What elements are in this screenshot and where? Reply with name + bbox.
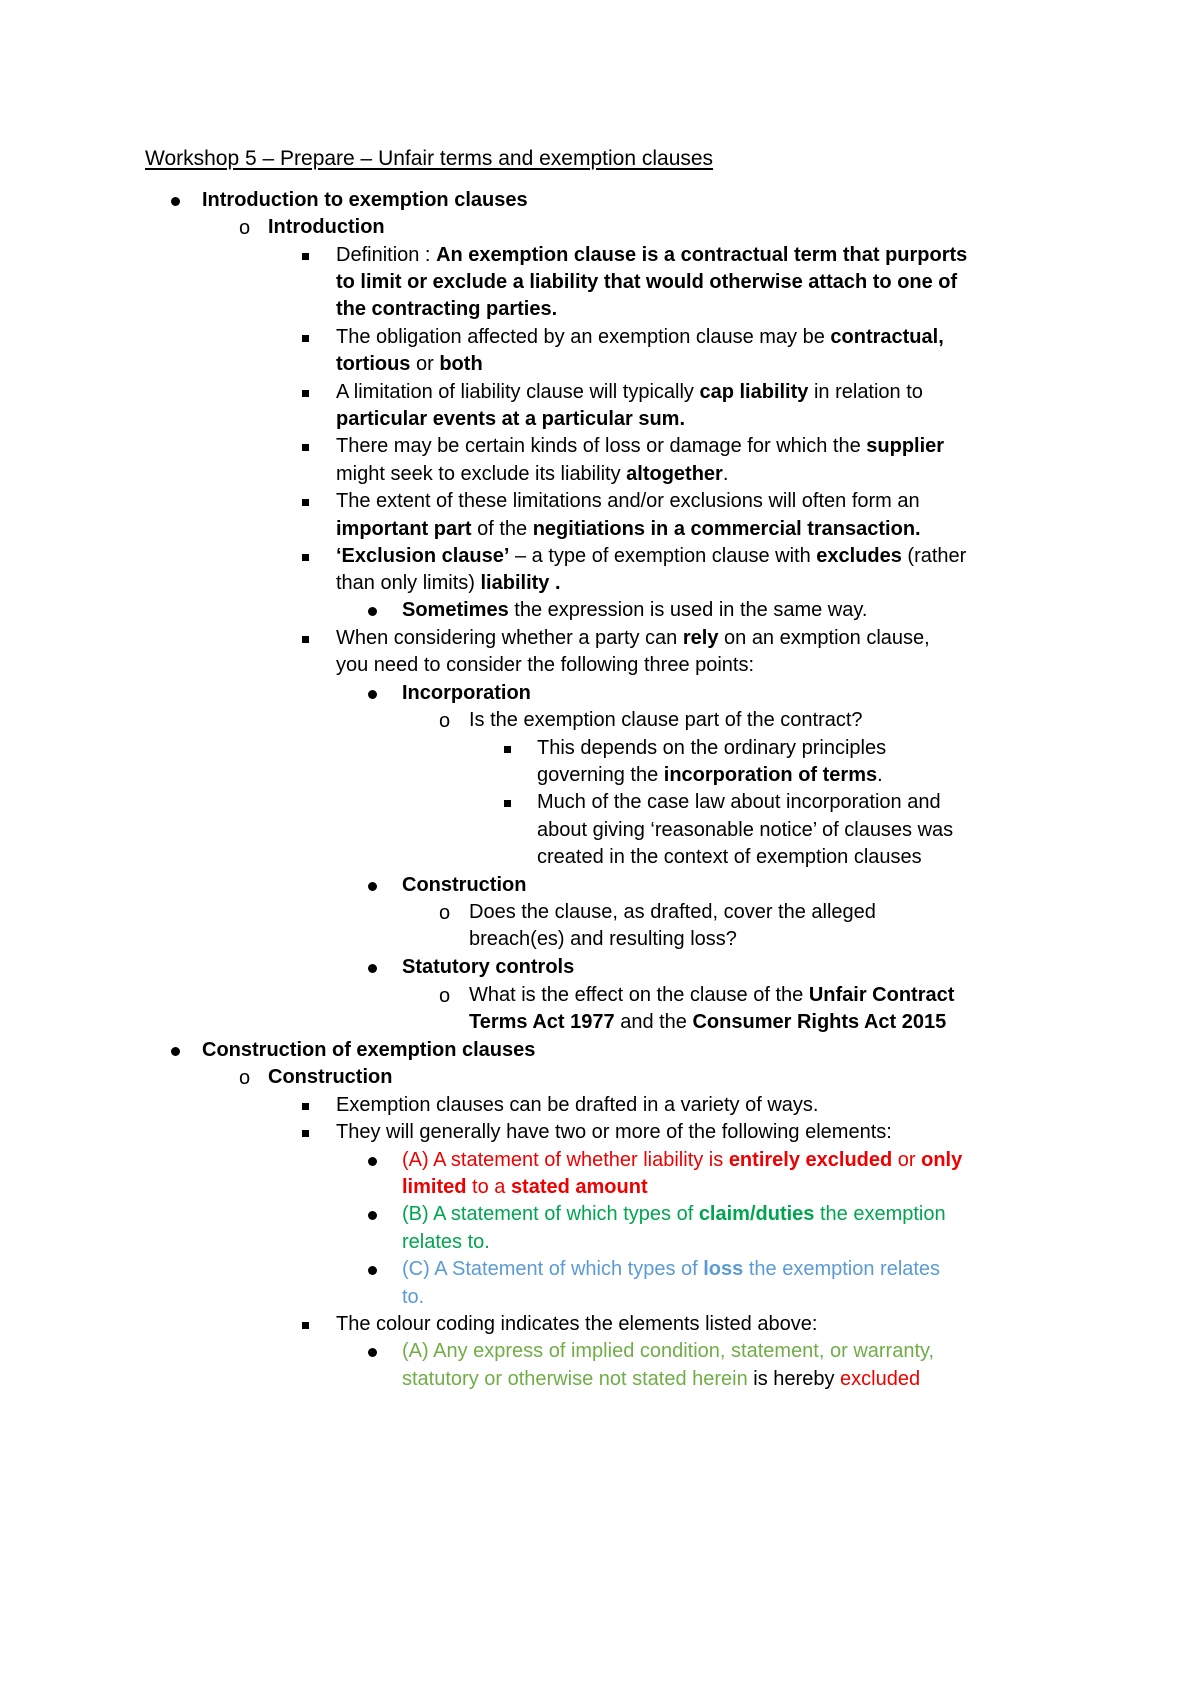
bullet-dot-icon: [368, 690, 377, 699]
bullet-dot-icon: [368, 1348, 377, 1357]
bullet-square-icon: [302, 499, 309, 506]
text-run: of the: [471, 518, 533, 540]
bullet-dot-icon: [368, 964, 377, 973]
hollow-bullet-icon: o: [239, 1067, 251, 1089]
document-line: [336, 541, 966, 571]
bullet-square-icon: [302, 335, 309, 342]
bullet-dot-icon: [368, 1157, 377, 1166]
hollow-bullet-icon: o: [439, 985, 451, 1007]
text-run: (C) A Statement of which types of: [402, 1258, 704, 1280]
text-run: about giving ‘reasonable notice’ of clauses was: [537, 819, 954, 841]
text-run: created in the context of exemption clauses: [537, 846, 922, 868]
bullet-square-icon: [302, 636, 309, 643]
text-run: Consumer Rights Act 2015: [692, 1011, 947, 1033]
text-run: to a: [466, 1176, 511, 1198]
document-line: [402, 870, 526, 900]
bullet-square-icon: [504, 800, 511, 807]
text-run: rely: [682, 627, 719, 649]
document-line: [402, 1227, 490, 1257]
text-run: breach(es) and resulting loss?: [469, 928, 737, 950]
text-run: The obligation affected by an exemption clause may be: [336, 326, 831, 348]
text-run: altogether: [626, 463, 723, 485]
text-run: particular events at a particular sum.: [336, 408, 686, 430]
document-line: [402, 1282, 424, 1312]
text-run: than only limits): [336, 572, 481, 594]
text-run: Statutory controls: [402, 956, 575, 978]
text-run: What is the effect on the clause of the: [469, 984, 809, 1006]
text-run: Introduction: [268, 216, 385, 238]
document-line: [469, 897, 876, 927]
bullet-dot-icon: [368, 1211, 377, 1220]
text-run: (A) Any express of implied condition, statement, or warranty,: [402, 1340, 935, 1362]
document-line: [336, 322, 944, 352]
text-run: The extent of these limitations and/or exclusions will often form an: [336, 490, 920, 512]
text-run: claim/duties: [698, 1203, 815, 1225]
bullet-square-icon: [302, 1103, 309, 1110]
text-run: loss: [703, 1258, 744, 1280]
document-line: [336, 459, 728, 489]
bullet-dot-icon: [368, 1266, 377, 1275]
document-line: [336, 514, 921, 544]
text-run: (A) A statement of whether liability is: [402, 1149, 729, 1171]
document-line: [402, 1254, 940, 1284]
text-run: – a type of exemption clause with: [509, 545, 817, 567]
text-run: Does the clause, as drafted, cover the alleged: [469, 901, 876, 923]
document-line: [336, 1309, 817, 1339]
text-run: the exemption: [814, 1203, 946, 1225]
text-run: A limitation of liability clause will typically: [336, 381, 700, 403]
document-line: [336, 486, 920, 516]
document-line: [469, 980, 954, 1010]
text-run: When considering whether a party can: [336, 627, 683, 649]
document-line: [469, 705, 863, 735]
bullet-dot-icon: [171, 197, 180, 206]
text-run: tortious: [336, 353, 411, 375]
text-run: .: [877, 764, 883, 786]
text-run: on an exmption clause,: [718, 627, 930, 649]
text-run: Exemption clauses can be drafted in a variety of ways.: [336, 1094, 819, 1116]
document-line: [336, 404, 685, 434]
text-run: This depends on the ordinary principles: [537, 737, 887, 759]
text-run: you need to consider the following three points:: [336, 654, 755, 676]
text-run: cap liability: [699, 381, 809, 403]
text-run: .: [722, 463, 729, 485]
bullet-square-icon: [302, 253, 309, 260]
text-run: stated amount: [510, 1176, 648, 1198]
text-run: entirely excluded: [728, 1149, 893, 1171]
text-run: limited: [402, 1176, 467, 1198]
document-line: [336, 650, 754, 680]
text-run: Is the exemption clause part of the contract?: [469, 709, 863, 731]
text-run: statutory or otherwise not stated herein: [402, 1368, 748, 1390]
document-line: [537, 815, 953, 845]
document-line: [402, 1199, 946, 1229]
text-run: and the: [614, 1011, 693, 1033]
document-line: [537, 760, 883, 790]
document-line: [469, 1007, 946, 1037]
text-run: important part: [336, 518, 472, 540]
text-run: Sometimes: [402, 599, 509, 621]
text-run: is hereby: [747, 1368, 841, 1390]
text-run: or: [410, 353, 440, 375]
document-line: [402, 1364, 920, 1394]
text-run: excluded: [840, 1368, 921, 1390]
text-run: Incorporation: [402, 682, 531, 704]
text-run: Construction: [268, 1066, 393, 1088]
document-line: [537, 787, 941, 817]
document-title: Workshop 5 – Prepare – Unfair terms and exemption clauses: [145, 147, 714, 170]
text-run: Terms Act 1977: [469, 1011, 615, 1033]
text-run: They will generally have two or more of the following elements:: [336, 1121, 892, 1143]
text-run: incorporation of terms: [663, 764, 878, 786]
text-run: Construction: [402, 874, 527, 896]
text-run: liability .: [480, 572, 561, 594]
document-line: [336, 240, 967, 270]
text-run: the contracting parties.: [336, 298, 558, 320]
text-run: relates to.: [402, 1231, 490, 1253]
document-line: [336, 1117, 892, 1147]
document-line: [537, 842, 922, 872]
document-line: [336, 349, 483, 379]
document-line: [202, 1035, 535, 1065]
document-line: [402, 1336, 934, 1366]
document-line: [402, 595, 867, 625]
text-run: the expression is used in the same way.: [508, 599, 868, 621]
document-line: [268, 1062, 392, 1092]
text-run: Construction of exemption clauses: [202, 1039, 536, 1061]
text-run: might seek to exclude its liability: [336, 463, 627, 485]
bullet-dot-icon: [368, 607, 377, 616]
text-run: contractual,: [830, 326, 944, 348]
hollow-bullet-icon: o: [439, 710, 451, 732]
document-line: [202, 185, 528, 215]
text-run: or: [892, 1149, 922, 1171]
document-line: [336, 568, 561, 598]
bullet-dot-icon: [368, 882, 377, 891]
text-run: negitiations in a commercial transaction.: [532, 518, 921, 540]
text-run: Unfair Contract: [808, 984, 955, 1006]
bullet-square-icon: [302, 390, 309, 397]
hollow-bullet-icon: o: [439, 902, 451, 924]
bullet-square-icon: [504, 746, 511, 753]
text-run: both: [439, 353, 483, 375]
text-run: only: [921, 1149, 963, 1171]
text-run: to.: [402, 1286, 425, 1308]
document-line: [402, 952, 574, 982]
text-run: (rather: [901, 545, 967, 567]
text-run: (B) A statement of which types of: [402, 1203, 699, 1225]
text-run: ‘Exclusion clause’: [336, 545, 510, 567]
document-line: [336, 1090, 818, 1120]
text-run: Definition :: [336, 244, 437, 266]
document-line: [336, 431, 944, 461]
text-run: in relation to: [808, 381, 923, 403]
text-run: Much of the case law about incorporation and: [537, 791, 941, 813]
document-line: [336, 623, 930, 653]
document-line: [402, 1172, 648, 1202]
bullet-square-icon: [302, 444, 309, 451]
text-run: to limit or exclude a liability that would otherwise attach to one of: [336, 271, 958, 293]
text-run: There may be certain kinds of loss or damage for which the: [336, 435, 867, 457]
document-line: [336, 267, 957, 297]
document-line: [268, 212, 385, 242]
document-line: [402, 678, 531, 708]
text-run: Introduction to exemption clauses: [202, 189, 528, 211]
text-run: excludes: [816, 545, 902, 567]
text-run: the exemption relates: [743, 1258, 941, 1280]
document-line: [402, 1145, 962, 1175]
bullet-square-icon: [302, 554, 309, 561]
hollow-bullet-icon: o: [239, 217, 251, 239]
document-line: [537, 733, 886, 763]
document-line: [336, 294, 557, 324]
document-line: [336, 377, 923, 407]
text-run: supplier: [866, 435, 945, 457]
bullet-square-icon: [302, 1322, 309, 1329]
text-run: The colour coding indicates the elements listed above:: [336, 1313, 818, 1335]
text-run: governing the: [537, 764, 664, 786]
bullet-dot-icon: [171, 1047, 180, 1056]
document-line: [469, 924, 737, 954]
text-run: An exemption clause is a contractual term that purports: [436, 244, 968, 266]
bullet-square-icon: [302, 1130, 309, 1137]
